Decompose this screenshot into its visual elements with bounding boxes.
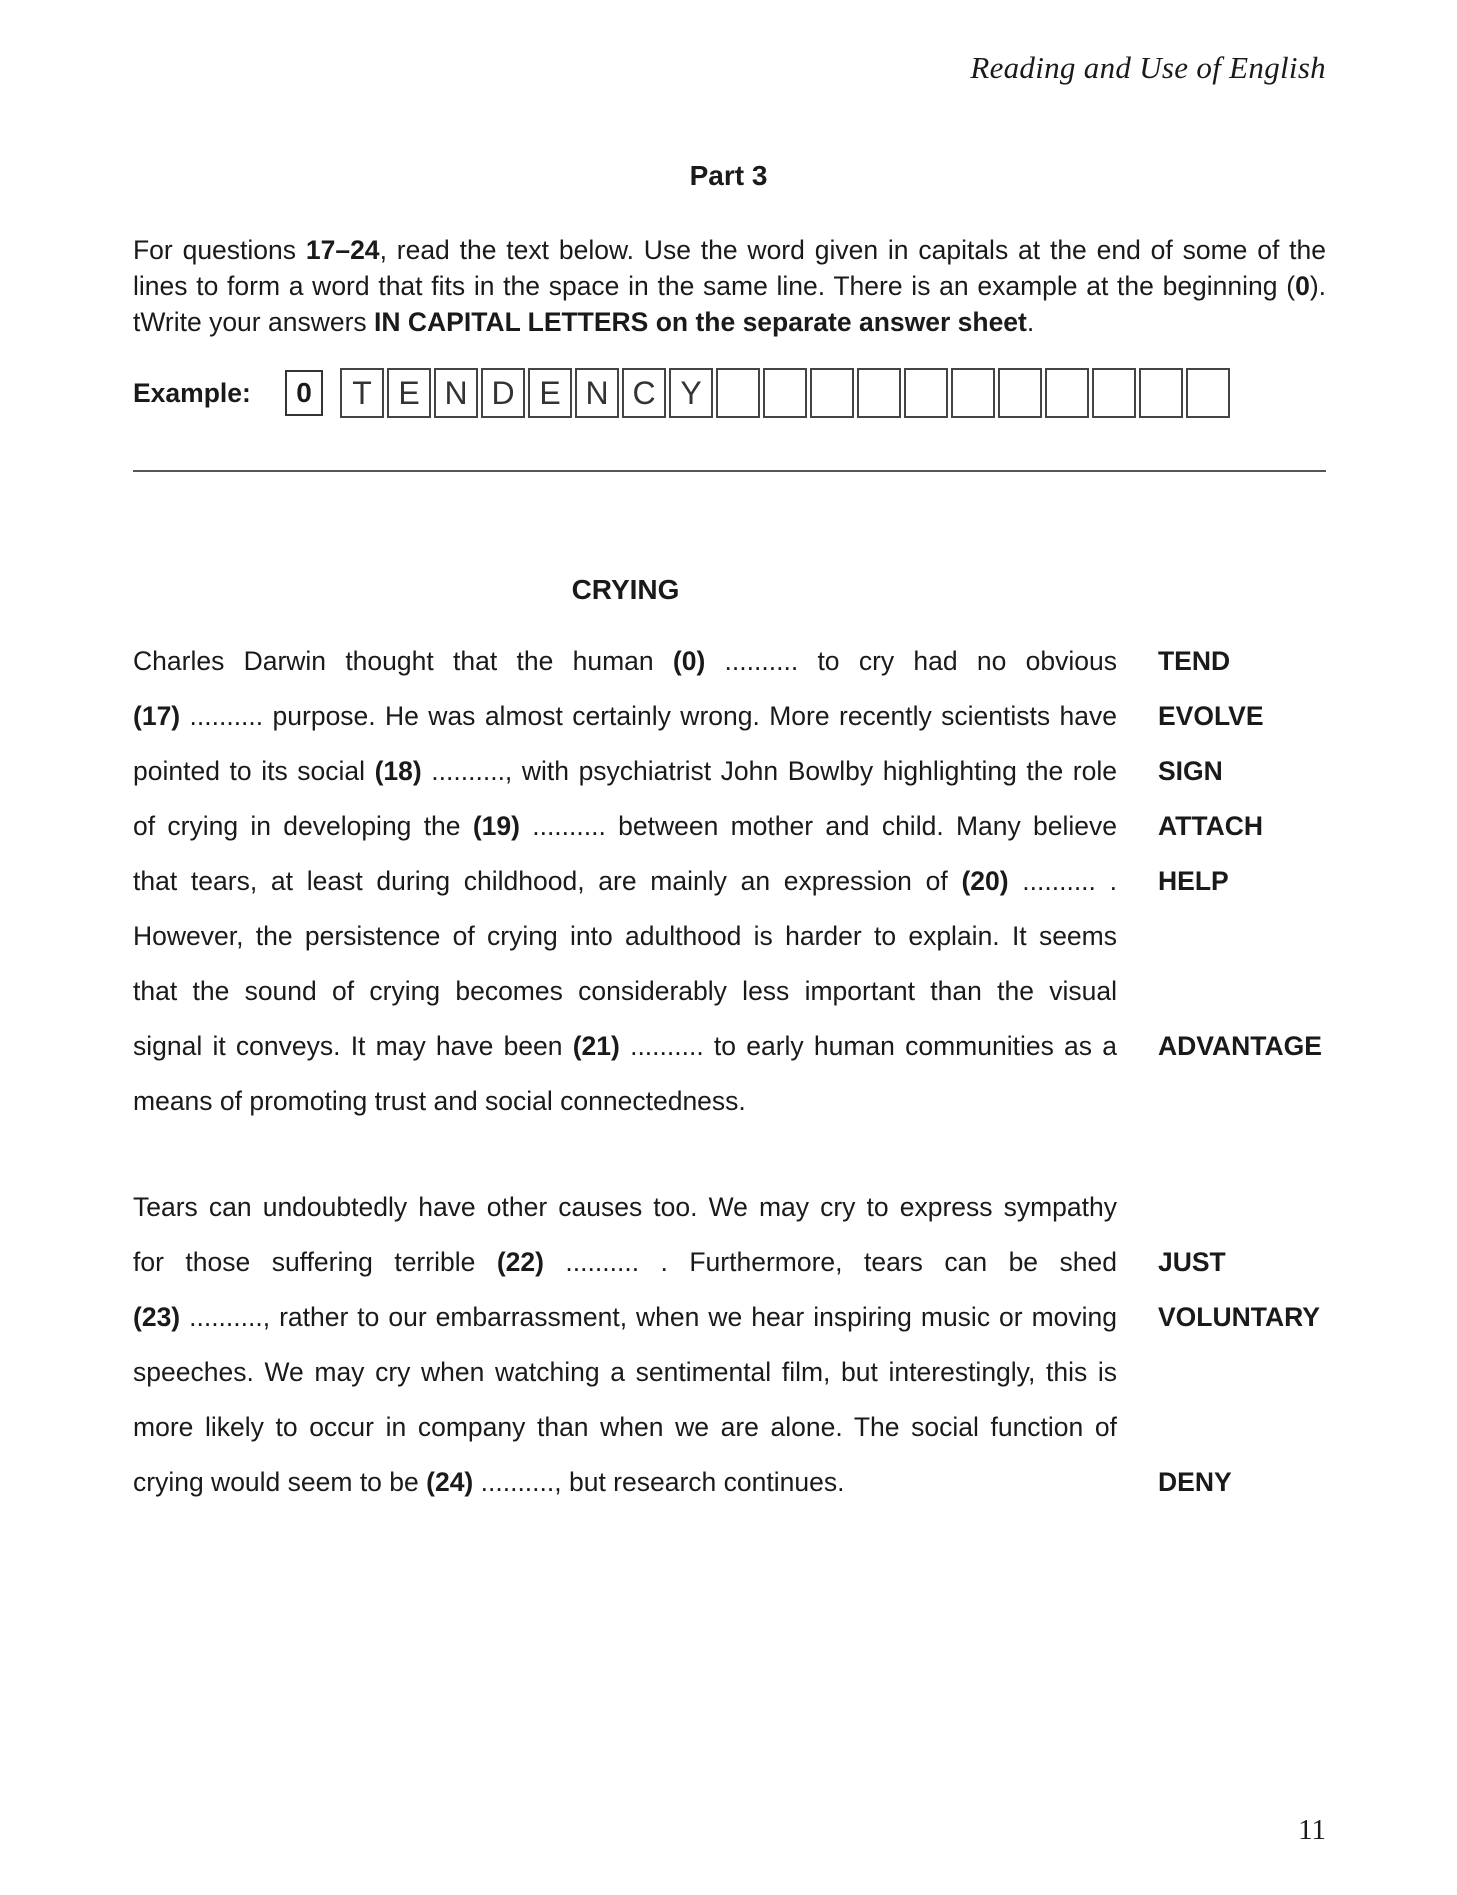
- line-text: .........., with psychiatrist John Bowlby highlighting the role: [421, 756, 1117, 786]
- text-line: [133, 918, 1117, 954]
- line-text: .......... between mother and child. Many believe: [519, 811, 1118, 841]
- line-text: crying would seem to be: [133, 1467, 427, 1497]
- instructions-text-2: , read the text below. Use the word given in capitals at the end of some of the lines to form a word that fits in the space in the same line. There is an example at the beginning (: [133, 235, 1326, 301]
- line-text: .........., rather to our embarrassment, when we hear inspiring music or moving: [180, 1302, 1117, 1332]
- answer-letter-box: [857, 368, 901, 418]
- line-text: .........., but research continues.: [473, 1467, 845, 1497]
- section-header: Reading and Use of English: [970, 50, 1326, 85]
- line-text: .......... to early human communities as a: [619, 1031, 1117, 1061]
- text-line: [133, 698, 1117, 734]
- line-text: .......... to cry had no obvious: [705, 646, 1117, 676]
- answer-letter-box: N: [434, 368, 478, 418]
- instructions-example-number: 0: [1295, 271, 1310, 301]
- text-line: [133, 1354, 1117, 1390]
- text-line: [133, 808, 1117, 844]
- text-line: [133, 1409, 1117, 1445]
- keyword: TEND: [1158, 646, 1231, 676]
- text-line: [133, 973, 1117, 1009]
- line-text: speeches. We may cry when watching a sentimental film, but interestingly, this is: [133, 1357, 1117, 1387]
- line-text: that tears, at least during childhood, are mainly an expression of: [133, 866, 962, 896]
- instructions-question-range: 17–24: [305, 235, 380, 265]
- line-text: more likely to occur in company than when we are alone. The social function of: [133, 1412, 1117, 1442]
- text-line: [133, 1464, 1117, 1500]
- question-number: (21): [572, 1031, 620, 1061]
- keyword: JUST: [1158, 1247, 1226, 1277]
- instructions-text-3: ). tWrite your answers: [133, 271, 1326, 337]
- instructions-capitals-note: IN CAPITAL LETTERS on the separate answer sheet: [374, 307, 1027, 337]
- line-text: Tears can undoubtedly have other causes too. We may cry to express sympathy: [133, 1192, 1117, 1222]
- answer-letter-box: [1186, 368, 1230, 418]
- keyword: SIGN: [1158, 756, 1223, 786]
- question-number: (0): [672, 646, 706, 676]
- line-text: for those suffering terrible: [133, 1247, 497, 1277]
- line-text: signal it conveys. It may have been: [133, 1031, 573, 1061]
- answer-letter-box: [951, 368, 995, 418]
- line-text: means of promoting trust and social connectedness.: [133, 1086, 746, 1116]
- text-line: [133, 1028, 1117, 1064]
- text-line: [133, 1299, 1117, 1335]
- instructions: [133, 232, 1326, 340]
- answer-letter-box: E: [387, 368, 431, 418]
- text-line: [133, 1083, 1117, 1119]
- line-text: of crying in developing the: [133, 811, 473, 841]
- keyword: HELP: [1158, 866, 1229, 896]
- example-answer-boxes: [340, 368, 1233, 418]
- answer-letter-box: E: [528, 368, 572, 418]
- keyword: ADVANTAGE: [1158, 1031, 1322, 1061]
- instructions-text-4: .: [1026, 307, 1035, 337]
- answer-letter-box: [1045, 368, 1089, 418]
- question-number: (17): [133, 701, 181, 731]
- answer-letter-box: [1139, 368, 1183, 418]
- answer-letter-box: [716, 368, 760, 418]
- line-text: Charles Darwin thought that the human: [133, 646, 673, 676]
- line-text: pointed to its social: [133, 756, 375, 786]
- example-label: Example:: [133, 378, 251, 408]
- line-text: .......... purpose. He was almost certainly wrong. More recently scientists have: [180, 701, 1117, 731]
- answer-letter-box: Y: [669, 368, 713, 418]
- section-divider: [133, 470, 1326, 472]
- answer-letter-box: T: [340, 368, 384, 418]
- text-title: CRYING: [571, 574, 680, 605]
- text-line: [133, 1244, 1117, 1280]
- answer-letter-box: [904, 368, 948, 418]
- line-text: .......... .: [1008, 866, 1117, 896]
- answer-letter-box: [763, 368, 807, 418]
- keyword: ATTACH: [1158, 811, 1263, 841]
- question-number: (23): [133, 1302, 181, 1332]
- keyword: DENY: [1158, 1467, 1232, 1497]
- line-text: .......... . Furthermore, tears can be shed: [543, 1247, 1117, 1277]
- text-line: [133, 753, 1117, 789]
- example-number-box: 0: [285, 370, 323, 416]
- part-title: Part 3: [689, 160, 768, 191]
- keyword: VOLUNTARY: [1158, 1302, 1320, 1332]
- instructions-text-1: For questions: [133, 235, 306, 265]
- text-line: [133, 863, 1117, 899]
- question-number: (22): [496, 1247, 544, 1277]
- question-number: (18): [374, 756, 422, 786]
- question-number: (19): [472, 811, 520, 841]
- line-text: However, the persistence of crying into adulthood is harder to explain. It seems: [133, 921, 1117, 951]
- answer-letter-box: N: [575, 368, 619, 418]
- page-number: 11: [1298, 1814, 1326, 1846]
- text-line: [133, 643, 1117, 679]
- answer-letter-box: D: [481, 368, 525, 418]
- keyword: EVOLVE: [1158, 701, 1264, 731]
- answer-letter-box: [1092, 368, 1136, 418]
- answer-letter-box: [998, 368, 1042, 418]
- text-line: [133, 1189, 1117, 1225]
- line-text: that the sound of crying becomes considerably less important than the visual: [133, 976, 1117, 1006]
- answer-letter-box: C: [622, 368, 666, 418]
- question-number: (24): [426, 1467, 474, 1497]
- answer-letter-box: [810, 368, 854, 418]
- question-number: (20): [961, 866, 1009, 896]
